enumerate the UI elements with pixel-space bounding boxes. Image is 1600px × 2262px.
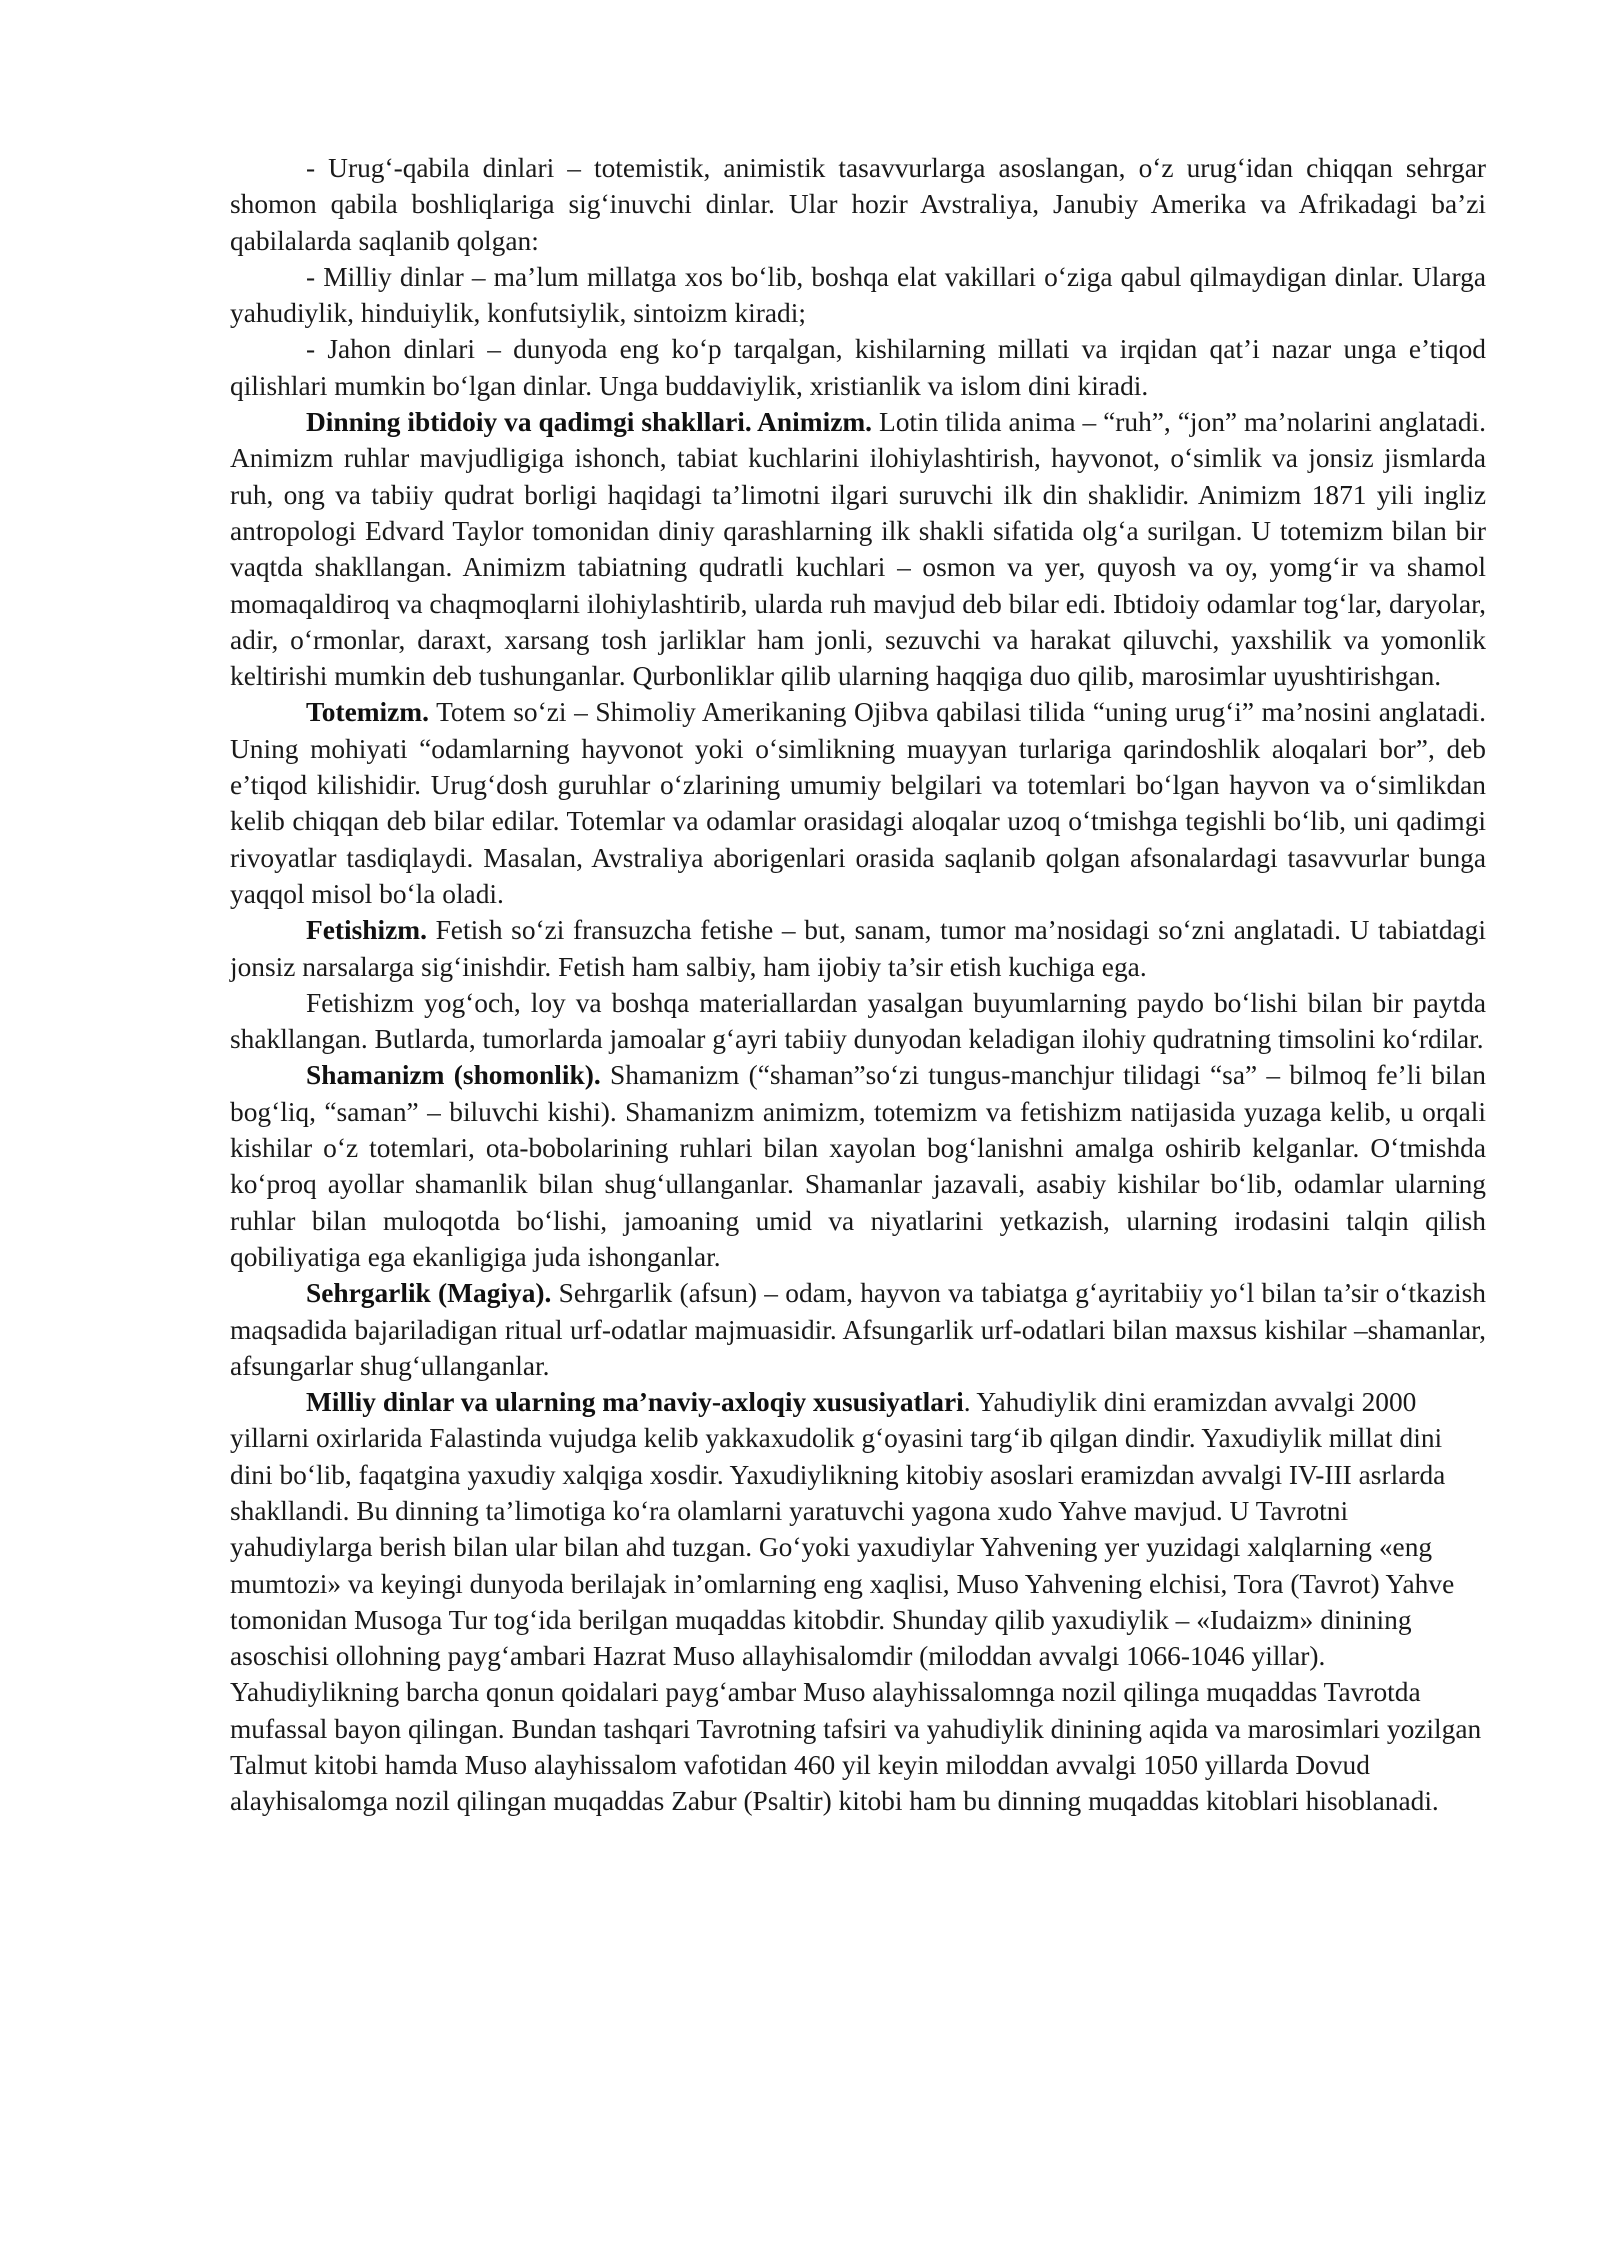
paragraph-national-religions-morals	[230, 1384, 1486, 1820]
paragraph-heading: Fetishizm.	[306, 915, 427, 946]
paragraph-text: Lotin tilida anima – “ruh”, “jon” ma’nolarini anglatadi. Animizm ruhlar mavjudligiga ishonch, tabiat kuchlarini ilohiylashtirish, hayvonot, o‘simlik va jonsiz jismlarda ruh, ong va tabiiy qudrat borligi haqidagi ta’limotni ilgari suruvchi ilk din shaklidir. Animizm 1871 yili ingliz antropologi Edvard Taylor tomonidan diniy qarashlarning ilk shakli sifatida olg‘a surilgan. U totemizm bilan bir vaqtda shakllangan. Animizm tabiatning qudratli kuchlari – osmon va yer, quyosh va oy, yomg‘ir va shamol momaqaldiroq va chaqmoqlarni ilohiylashtirib, ularda ruh mavjud deb bilar edi. Ibtidoiy odamlar tog‘lar, daryolar, adir, o‘rmonlar, daraxt, xarsang tosh jarliklar ham jonli, sezuvchi va harakat qiluvchi, yaxshilik va yomonlik keltirishi mumkin deb tushunganlar. Qurbonliklar qilib ularning haqqiga duo qilib, marosimlar uyushtirishgan.	[230, 407, 1486, 692]
document-page	[230, 150, 1486, 1820]
paragraph-text: Shamanizm (“shaman”so‘zi tungus-manchjur tilidagi “sa” – bilmoq fe’li bilan bog‘liq, “saman” – biluvchi kishi). Shamanizm animizm, totemizm va fetishizm natijasida yuzaga kelib, u orqali kishilar o‘z totemlari, ota-bobolarining ruhlari bilan xayolan bog‘lanishni amalga oshirib kelganlar. O‘tmishda ko‘proq ayollar shamanlik bilan shug‘ullanganlar. Shamanlar jazavali, asabiy kishilar bo‘lib, odamlar ularning ruhlar bilan muloqotda bo‘lishi, jamoaning umid va niyatlarini yetkazish, ularning irodasini talqin qilish qobiliyatiga ega ekanligiga juda ishonganlar.	[230, 1060, 1487, 1272]
paragraph-shamanism	[230, 1057, 1486, 1275]
paragraph-fetishism-continued	[230, 985, 1486, 1058]
paragraph-fetishism	[230, 912, 1486, 985]
paragraph-text: - Jahon dinlari – dunyoda eng ko‘p tarqalgan, kishilarning millati va irqidan qat’i nazar unga e’tiqod qilishlari mumkin bo‘lgan dinlar. Unga buddaviylik, xristianlik va islom dini kiradi.	[230, 334, 1486, 401]
paragraph-heading: Shamanizm (shomonlik).	[306, 1060, 601, 1091]
paragraph-text: Totem so‘zi – Shimoliy Amerikaning Ojibva qabilasi tilida “uning urug‘i” ma’nosini anglatadi. Uning mohiyati “odamlarning hayvonot yoki o‘simlikning muayyan turlariga qarindoshlik aloqalari bor”, deb e’tiqod kilishidir. Urug‘dosh guruhlar o‘zlarining umumiy belgilari va totemlari bo‘lgan hayvon va o‘simlikdan kelib chiqqan deb bilar edilar. Totemlar va odamlar orasidagi aloqalar uzoq o‘tmishga tegishli bo‘lib, uni qadimgi rivoyatlar tasdiqlaydi. Masalan, Avstraliya aborigenlari orasida saqlanib qolgan afsonalardagi tasavvurlar bunga yaqqol misol bo‘la oladi.	[230, 697, 1486, 909]
paragraph-tribal-religions	[230, 150, 1486, 259]
paragraph-text: Fetish so‘zi fransuzcha fetishe – but, sanam, tumor ma’nosidagi so‘zni anglatadi. U tabiatdagi jonsiz narsalarga sig‘inishdir. Fetish ham salbiy, ham ijobiy ta’sir etish kuchiga ega.	[230, 915, 1486, 982]
paragraph-text: Fetishizm yog‘och, loy va boshqa materiallardan yasalgan buyumlarning paydo bo‘lishi bilan bir paytda shakllangan. Butlarda, tumorlarda jamoalar g‘ayri tabiiy dunyodan keladigan ilohiy qudratning timsolini ko‘rdilar.	[230, 987, 1486, 1055]
paragraph-text: Sehrgarlik (afsun) – odam, hayvon va tabiatga g‘ayritabiiy yo‘l bilan ta’sir o‘tkazish maqsadida bajariladigan ritual urf-odatlar majmuasidir. Afsungarlik urf-odatlari bilan maxsus kishilar –shamanlar, afsungarlar shug‘ullanganlar.	[230, 1278, 1486, 1381]
paragraph-world-religions	[230, 331, 1486, 404]
paragraph-magic	[230, 1275, 1486, 1384]
paragraph-heading: Dinning ibtidoiy va qadimgi shakllari. Animizm.	[306, 407, 873, 438]
paragraph-totemism	[230, 694, 1486, 912]
paragraph-text: - Urug‘-qabila dinlari – totemistik, animistik tasavvurlarga asoslangan, o‘z urug‘idan chiqqan sehrgar shomon qabila boshliqlariga sig‘inuvchi dinlar. Ular hozir Avstraliya, Janubiy Amerika va Afrikadagi ba’zi qabilalarda saqlanib qolgan:	[230, 153, 1486, 256]
paragraph-heading: Milliy dinlar va ularning ma’naviy-axloqiy xususiyatlari	[306, 1387, 964, 1418]
paragraph-national-religions	[230, 259, 1486, 332]
paragraph-animism	[230, 404, 1486, 694]
paragraph-heading: Sehrgarlik (Magiya).	[306, 1278, 552, 1309]
paragraph-heading: Totemizm.	[306, 697, 429, 728]
paragraph-text: . Yahudiylik dini eramizdan avvalgi 2000 yillarni oxirlarida Falastinda vujudga kelib yakkaxudolik g‘oyasini targ‘ib qilgan dindir. Yaxudiylik millat dini dini bo‘lib, faqatgina yaxudiy xalqiga xosdir. Yaxudiylikning kitobiy asoslari eramizdan avvalgi IV-III asrlarda shakllandi. Bu dinning ta’limotiga ko‘ra olamlarni yaratuvchi yagona xudo Yahve mavjud. U Tavrotni yahudiylarga berish bilan ular bilan ahd tuzgan. Go‘yoki yaxudiylar Yahvening yer yuzidagi xalqlarning «eng mumtozi» va keyingi dunyoda berilajak in’omlarning eng xaqlisi, Muso Yahvening elchisi, Tora (Tavrot) Yahve tomonidan Musoga Tur tog‘ida berilgan muqaddas kitobdir. Shunday qilib yaxudiylik – «Iudaizm» dinining asoschisi ollohning payg‘ambari Hazrat Muso allayhisalomdir (miloddan avvalgi 1066-1046 yillar). Yahudiylikning barcha qonun qoidalari payg‘ambar Muso alayhissalomnga nozil qilinga muqaddas Tavrotda mufassal bayon qilingan. Bundan tashqari Tavrotning tafsiri va yahudiylik dinining aqida va marosimlari yozilgan Talmut kitobi hamda Muso alayhissalom vafotidan 460 yil keyin miloddan avvalgi 1050 yillarda Dovud alayhisalomga nozil qilingan muqaddas Zabur (Psaltir) kitobi ham bu dinning muqaddas kitoblari hisoblanadi.	[230, 1387, 1482, 1817]
paragraph-text: - Milliy dinlar – ma’lum millatga xos bo‘lib, boshqa elat vakillari o‘ziga qabul qilmaydigan dinlar. Ularga yahudiylik, hinduiylik, konfutsiylik, sintoizm kiradi;	[230, 261, 1486, 329]
